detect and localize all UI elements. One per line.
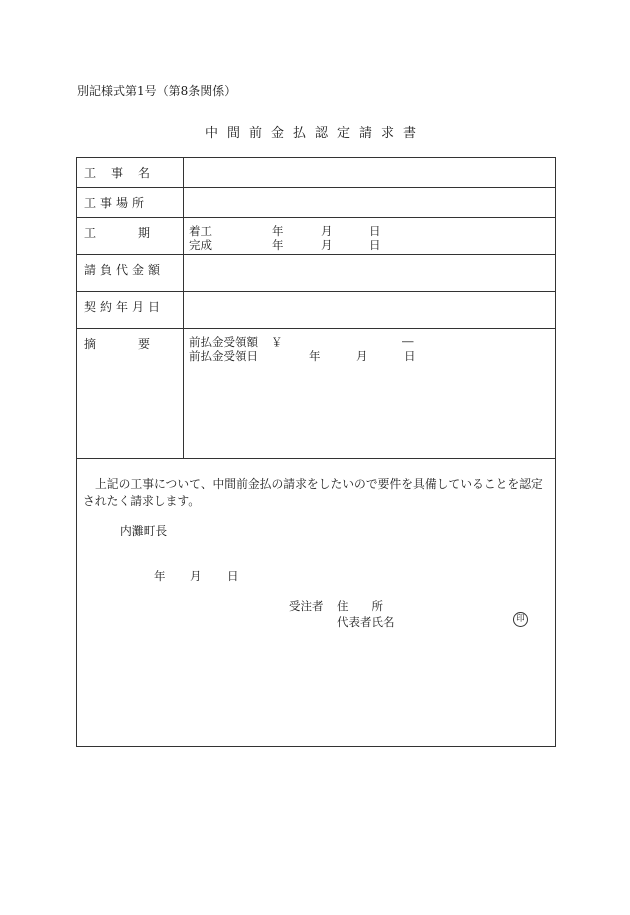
received-amount-label: 前払金受領額	[189, 335, 258, 349]
period-start-day: 日	[369, 224, 381, 238]
contract-amount-label: 請負代金額	[84, 263, 165, 277]
representative-name-label: 代表者氏名	[337, 615, 395, 629]
yen-symbol: ￥	[271, 335, 283, 349]
received-date-month: 月	[356, 349, 368, 363]
row-construction-site	[77, 188, 555, 218]
form-reference: 別記様式第1号（第8条関係）	[77, 84, 237, 98]
period-end-label: 完成	[189, 238, 212, 252]
received-date-day: 日	[404, 349, 416, 363]
row-construction-name	[77, 158, 555, 188]
received-date-label: 前払金受領日	[189, 349, 258, 363]
contractor-label: 受注者	[289, 599, 324, 613]
date-month: 月	[190, 569, 202, 583]
period-end-day: 日	[369, 238, 381, 252]
contract-date-field[interactable]	[184, 292, 554, 328]
contract-date-label: 契約年月日	[84, 300, 165, 314]
seal-icon: 印	[513, 612, 528, 627]
row-contract-date	[77, 292, 555, 329]
period-start-label: 着工	[189, 224, 212, 238]
contract-amount-field[interactable]	[184, 255, 554, 291]
period-end-year: 年	[272, 238, 284, 252]
construction-name-label: 工 事 名	[84, 166, 150, 180]
received-date-year: 年	[309, 349, 321, 363]
period-start-month: 月	[321, 224, 333, 238]
period-start-year: 年	[272, 224, 284, 238]
construction-site-field[interactable]	[184, 188, 554, 217]
construction-site-label: 工事場所	[84, 196, 149, 210]
period-end-month: 月	[321, 238, 333, 252]
row-contract-amount	[77, 255, 555, 292]
address-label: 住 所	[337, 599, 383, 613]
construction-name-field[interactable]	[184, 158, 554, 187]
row-construction-period	[77, 218, 555, 255]
row-remarks	[77, 329, 555, 459]
date-year: 年	[154, 569, 166, 583]
construction-period-label: 工 期	[84, 226, 150, 240]
date-day: 日	[227, 569, 239, 583]
document-title: 中間前金払認定請求書	[204, 126, 425, 141]
amount-dash: ―	[402, 334, 414, 348]
declaration-text: 上記の工事について、中間前金払の請求をしたいので要件を具備していることを認定されたく請求します。	[83, 477, 543, 508]
addressee: 内灘町長	[120, 524, 168, 538]
request-form-table	[76, 157, 556, 747]
remarks-label: 摘 要	[84, 337, 150, 351]
declaration-section	[77, 459, 555, 746]
